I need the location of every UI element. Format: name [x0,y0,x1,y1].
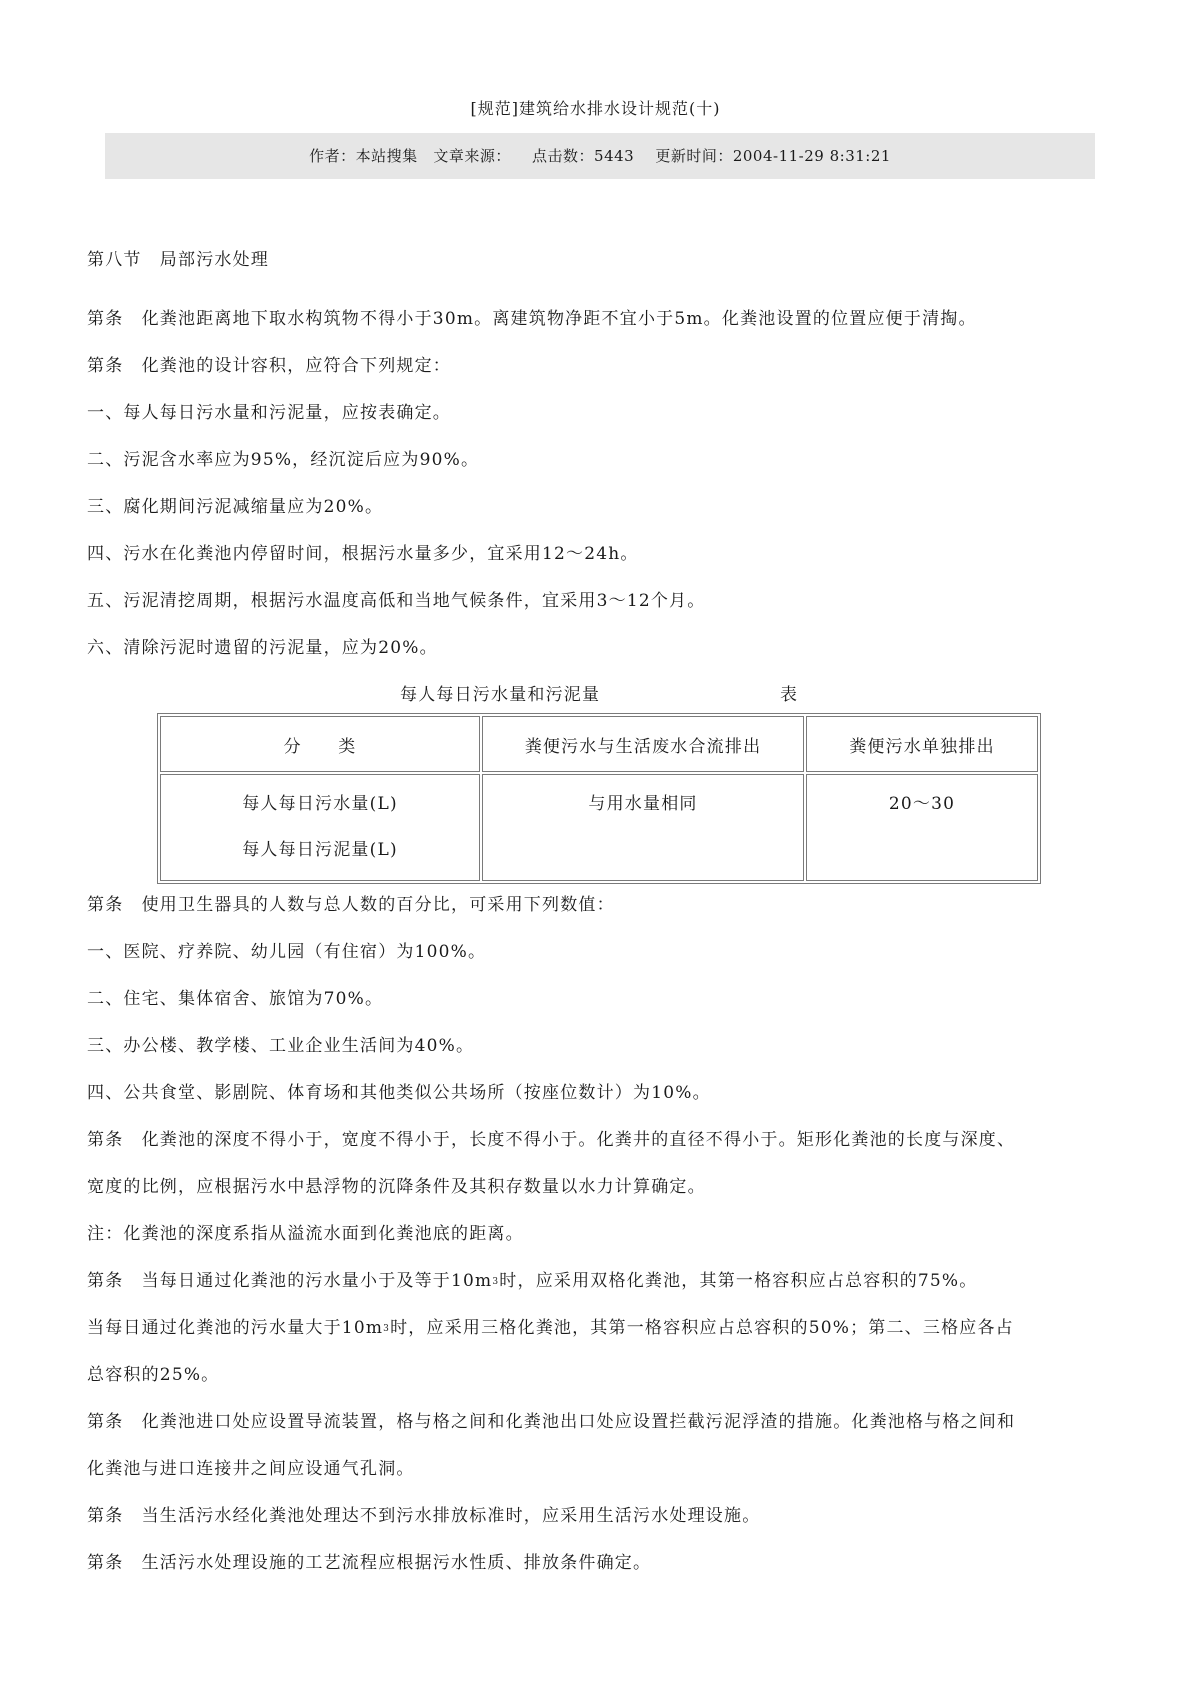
paragraph: 宽度的比例，应根据污水中悬浮物的沉降条件及其积存数量以水力计算确定。 [87,1177,706,1197]
paragraph: 第条 当每日通过化粪池的污水量小于及等于$10m^3$时，应采用双格化粪池，其第一格容积应占总容积的75%。 [87,1271,978,1291]
cell-value: 与用水量相同 [588,794,698,814]
table-cell-combined [482,774,804,881]
row-label-sludge: 每人每日污泥量(L) [242,840,398,860]
paragraph: 当每日通过化粪池的污水量大于$10m^3$时，应采用三格化粪池，其第一格容积应占总容积的50%；第二、三格应各占 [87,1318,1014,1338]
paragraph: 第条 化粪池的设计容积，应符合下列规定： [87,356,451,376]
list-item: 三、办公楼、教学楼、工业企业生活间为40%。 [87,1036,475,1056]
list-item: 三、腐化期间污泥减缩量应为20%。 [87,497,384,517]
superscript: 3 [383,1324,391,1334]
meta-updated: 更新时间：2004-11-29 8:31:21 [655,147,891,165]
paragraph: 第条 化粪池的深度不得小于，宽度不得小于，长度不得小于。化粪井的直径不得小于。矩形化粪池的长度与深度、 [87,1130,1016,1150]
paragraph: 第条 生活污水处理设施的工艺流程应根据污水性质、排放条件确定。 [87,1553,652,1573]
superscript: 3 [492,1277,500,1287]
table-header-cell: 粪便污水与生活废水合流排出 [482,716,804,772]
list-item: 一、每人每日污水量和污泥量，应按表确定。 [87,403,451,423]
page-title: [规范]建筑给水排水设计规范(十) [470,99,721,118]
article-meta-bar [105,133,1095,179]
row-label-sewage: 每人每日污水量(L) [242,794,398,814]
paragraph: 第条 化粪池进口处应设置导流装置，格与格之间和化粪池出口处应设置拦截污泥浮渣的措施。化粪池格与格之间和 [87,1412,1016,1432]
paragraph: 第条 化粪池距离地下取水构筑物不得小于30m。离建筑物净距不宜小于5m。化粪池设置的位置应便于清掏。 [87,309,977,329]
sewage-sludge-table [157,713,1041,884]
cell-value [808,827,1036,873]
note: 注：化粪池的深度系指从溢流水面到化粪池底的距离。 [87,1224,524,1244]
list-item: 二、住宅、集体宿舍、旅馆为70%。 [87,989,384,1009]
table-cell-separate [806,774,1038,881]
table-header-cell: 粪便污水单独排出 [806,716,1038,772]
meta-author: 作者：本站搜集 [309,147,418,165]
cell-value: 20～30 [888,794,956,814]
list-item: 一、医院、疗养院、幼儿园（有住宿）为100%。 [87,942,487,962]
cell-value [484,827,802,873]
paragraph: 化粪池与进口连接井之间应设通气孔洞。 [87,1459,415,1479]
list-item: 五、污泥清挖周期，根据污水温度高低和当地气候条件，宜采用3～12个月。 [87,591,706,611]
table-header-row [160,716,1038,772]
table-header-cell: 分 类 [160,716,480,772]
table-caption-title: 每人每日污水量和污泥量 [400,685,601,705]
list-item: 四、污水在化粪池内停留时间，根据污水量多少，宜采用12～24h。 [87,544,639,564]
list-item: 四、公共食堂、影剧院、体育场和其他类似公共场所（按座位数计）为10%。 [87,1083,711,1103]
list-item: 六、清除污泥时遗留的污泥量，应为20%。 [87,638,438,658]
meta-source: 文章来源： [433,147,511,165]
paragraph: 总容积的25%。 [87,1365,220,1385]
section-heading: 第八节 局部污水处理 [87,250,269,270]
table-row [160,774,1038,881]
paragraph: 第条 当生活污水经化粪池处理达不到污水排放标准时，应采用生活污水处理设施。 [87,1506,761,1526]
table-caption-suffix: 表 [780,685,799,705]
paragraph: 第条 使用卫生器具的人数与总人数的百分比，可采用下列数值： [87,895,615,915]
table-cell-category [160,774,480,881]
list-item: 二、污泥含水率应为95%，经沉淀后应为90%。 [87,450,480,470]
meta-clicks: 点击数：5443 [532,147,635,165]
